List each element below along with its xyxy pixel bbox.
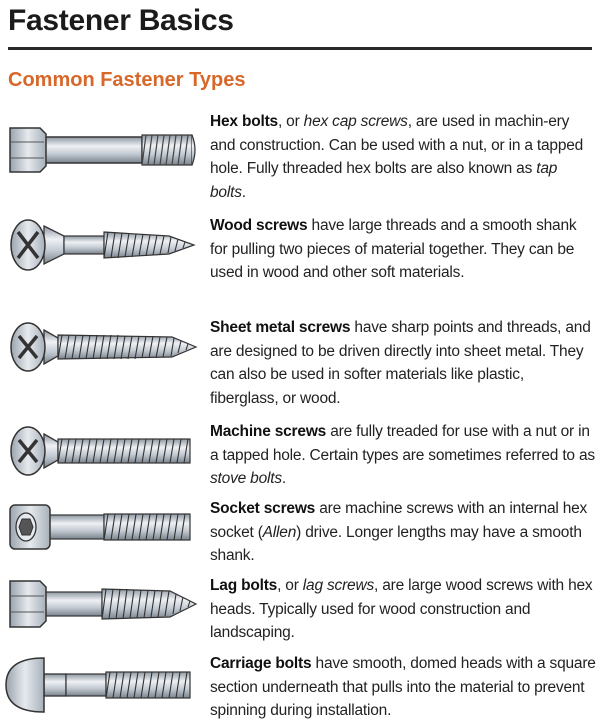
wood-screw-description: Wood screws have large threads and a smooth shank for pulling two pieces of material together. They can be used in wood and other soft materials. bbox=[210, 217, 577, 281]
title-rule bbox=[8, 47, 592, 50]
wood-screw-icon bbox=[4, 214, 204, 276]
machine-screw-icon bbox=[4, 420, 204, 482]
lag-bolt-icon bbox=[4, 572, 204, 636]
fastener-row-machine-screw bbox=[0, 420, 600, 500]
socket-screw-icon bbox=[4, 497, 204, 557]
fastener-row-hex-bolt bbox=[0, 110, 600, 206]
sheet-metal-screw-icon bbox=[4, 316, 204, 378]
hex-bolt-description: Hex bolts, or hex cap screws, are used in machin-ery and construction. Can be used with a nut, or in a tapped hole. Fully threaded hex bolts are also known as tap bolts. bbox=[210, 113, 584, 201]
section-subtitle: Common Fastener Types bbox=[8, 69, 246, 91]
fastener-row-sheet-metal-screw bbox=[0, 316, 600, 412]
sheet-metal-screw-description: Sheet metal screws have sharp points and threads, and are designed to be driven directly into sheet metal. They can also be used in softer materials like plastic, fiberglass, or wood. bbox=[210, 319, 591, 407]
fastener-row-socket-screw bbox=[0, 497, 600, 571]
machine-screw-description: Machine screws are fully treaded for use with a nut or in a tapped hole. Certain types are sometimes referred to as stove bolts. bbox=[210, 423, 595, 487]
fastener-row-wood-screw bbox=[0, 214, 600, 310]
fastener-row-lag-bolt bbox=[0, 574, 600, 650]
lag-bolt-description: Lag bolts, or lag screws, are large wood screws with hex heads. Typically used for wood construction and landscaping. bbox=[210, 577, 593, 641]
carriage-bolt-description: Carriage bolts have smooth, domed heads with a square section underneath that pulls into the material to prevent spinning during installation. bbox=[210, 655, 596, 719]
fastener-row-carriage-bolt bbox=[0, 652, 600, 728]
hex-bolt-icon bbox=[4, 120, 204, 180]
carriage-bolt-icon bbox=[4, 652, 204, 714]
socket-screw-description: Socket screws are machine screws with an internal hex socket (Allen) drive. Longer lengths may have a smooth shank. bbox=[210, 500, 588, 564]
page-title: Fastener Basics bbox=[8, 4, 234, 37]
